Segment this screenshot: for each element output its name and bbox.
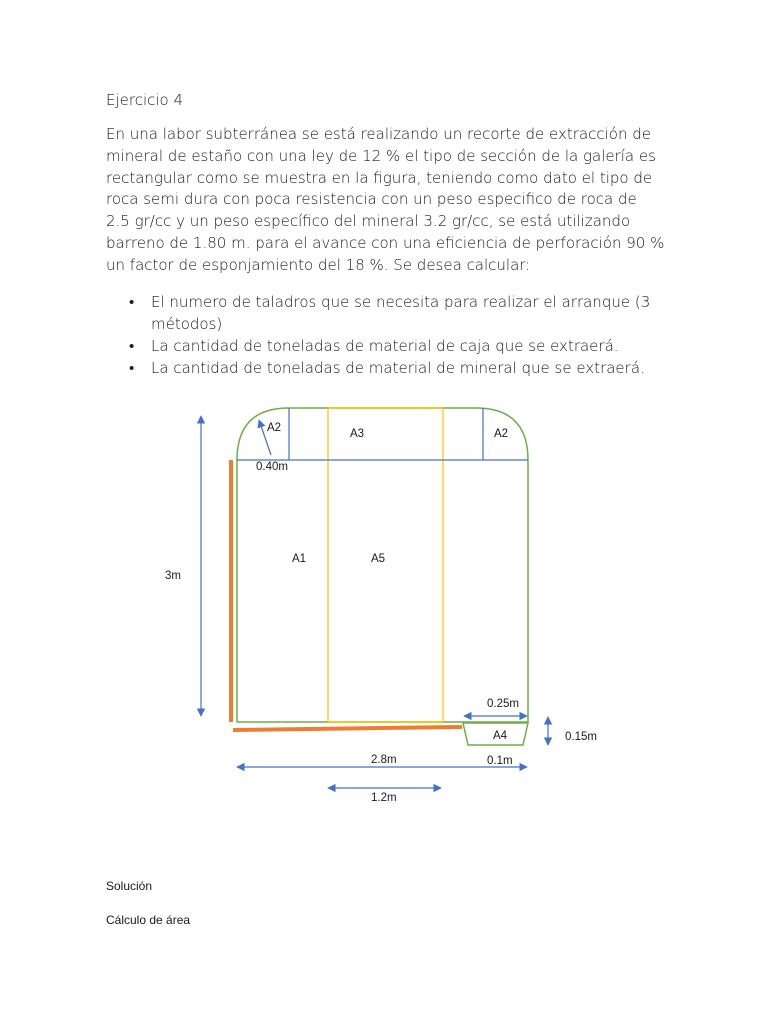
paragraph-line: En una labor subterránea se está realizando un recorte de extracción de [106,125,652,143]
label-height: 3m [165,570,181,582]
label-a2-left: A2 [267,422,282,434]
label-a4-bottom: 0.1m [487,755,513,767]
task-item: • El numero de taladros que se necesita para realizar el arranque (3 métodos) [127,291,657,335]
solution-subtitle: Cálculo de área [106,913,191,927]
paragraph-line: barreno de 1.80 m. para el avance con una eficiencia de perforación 90 % [106,233,665,252]
section-outline [237,408,528,722]
vein-floor [233,727,462,730]
label-a4-height: 0.15m [565,731,597,743]
task-item: • La cantidad de toneladas de material de caja que se extraerá. [127,335,657,357]
label-a3: A3 [350,428,365,440]
paragraph-line: 2.5 gr/cc y un peso específico del mineral 3.2 gr/cc, se está utilizando [106,212,631,231]
task-item: • La cantidad de toneladas de material de mineral que se extraerá. [127,357,657,379]
label-a2-right: A2 [494,428,509,440]
paragraph-line: un factor de esponjamiento del 18 %. Se desea calcular: [106,255,531,274]
solution-title: Solución [106,879,153,893]
exercise-heading: Ejercicio 4 [106,91,184,109]
label-width: 2.8m [371,754,397,766]
label-center-width: 1.2m [371,792,397,804]
label-a4-top: 0.25m [487,698,519,710]
paragraph-line: mineral de estaño con una ley de 12 % el tipo de sección de la galería es [106,146,656,165]
label-radius: 0.40m [256,461,288,473]
label-a1: A1 [292,553,307,565]
paragraph-line: rectangular como se muestra en la figura, teniendo como dato el tipo de [106,168,653,187]
paragraph-line: roca semi dura con poca resistencia con un peso especifico de roca de [106,190,637,209]
label-a5: A5 [371,553,386,565]
label-a4: A4 [493,730,508,742]
